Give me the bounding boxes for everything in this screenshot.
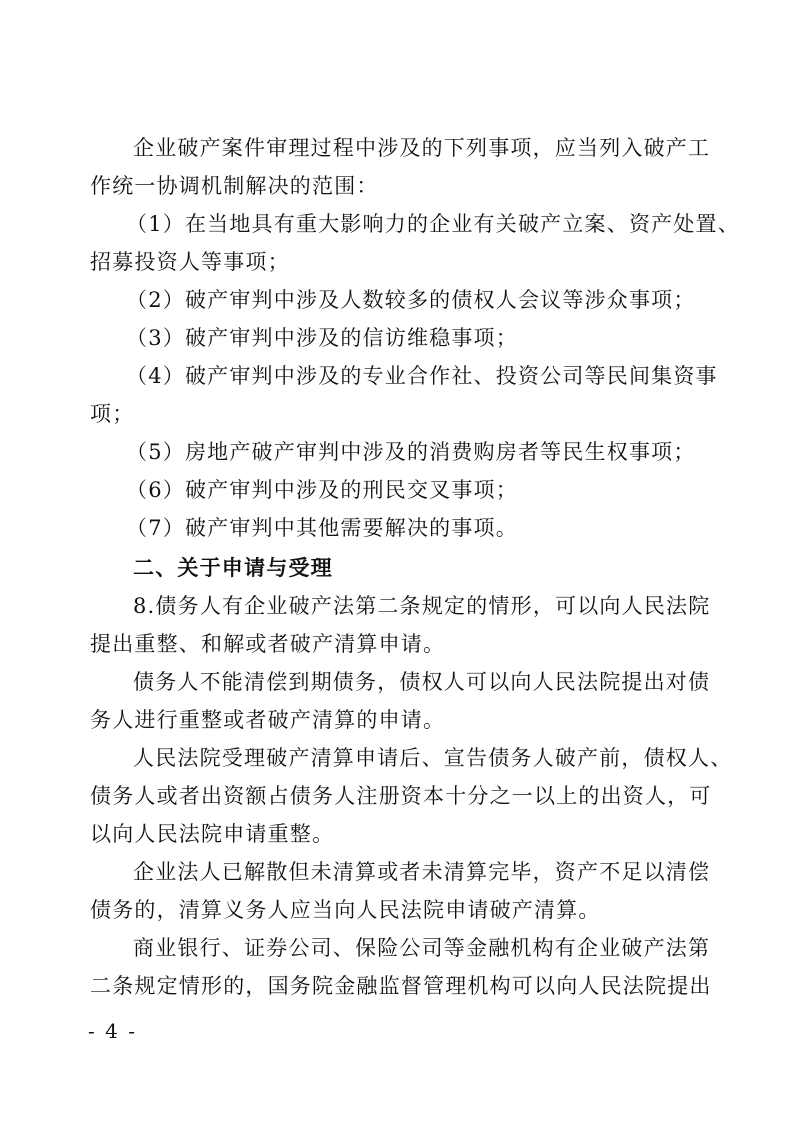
list-item: （3）破产审判中涉及的信访维稳事项； — [126, 326, 518, 350]
paragraph-line: 企业破产案件审理过程中涉及的下列事项，应当列入破产工 — [133, 136, 711, 160]
paragraph-line: 人民法院受理破产清算申请后、宣告债务人破产前，债权人、 — [133, 746, 733, 770]
paragraph-line: 债务的，清算义务人应当向人民法院申请破产清算。 — [90, 898, 601, 922]
paragraph-line: 务人进行重整或者破产清算的申请。 — [90, 708, 446, 732]
list-item-line: （1）在当地具有重大影响力的企业有关破产立案、资产处置、 — [126, 212, 740, 236]
list-item: （5）房地产破产审判中涉及的消费购房者等民生权事项； — [126, 440, 696, 464]
paragraph-line: 作统一协调机制解决的范围： — [90, 174, 379, 198]
paragraph-line: 债务人或者出资额占债务人注册资本十分之一以上的出资人，可 — [90, 784, 712, 808]
section-heading: 二、关于申请与受理 — [133, 555, 333, 580]
list-item-line: （4）破产审判中涉及的专业合作社、投资公司等民间集资事 — [126, 364, 718, 388]
list-item-line: 招募投资人等事项； — [90, 250, 290, 274]
paragraph-line: 以向人民法院申请重整。 — [90, 822, 335, 846]
list-item: （7）破产审判中其他需要解决的事项。 — [126, 516, 518, 540]
page-number: - 4 - — [88, 1019, 137, 1043]
list-item: （6）破产审判中涉及的刑民交叉事项； — [126, 478, 518, 502]
paragraph-line: 提出重整、和解或者破产清算申请。 — [90, 632, 446, 656]
paragraph-line: 二条规定情形的，国务院金融监督管理机构可以向人民法院提出 — [90, 974, 712, 998]
paragraph-line: 商业银行、证券公司、保险公司等金融机构有企业破产法第 — [133, 936, 711, 960]
paragraph-line: 债务人不能清偿到期债务，债权人可以向人民法院提出对债 — [133, 670, 711, 694]
paragraph-line: 8.债务人有企业破产法第二条规定的情形，可以向人民法院 — [133, 594, 711, 618]
paragraph-line: 企业法人已解散但未清算或者未清算完毕，资产不足以清偿 — [133, 860, 711, 884]
list-item-line: 项； — [90, 402, 135, 426]
list-item: （2）破产审判中涉及人数较多的债权人会议等涉众事项； — [126, 288, 696, 312]
